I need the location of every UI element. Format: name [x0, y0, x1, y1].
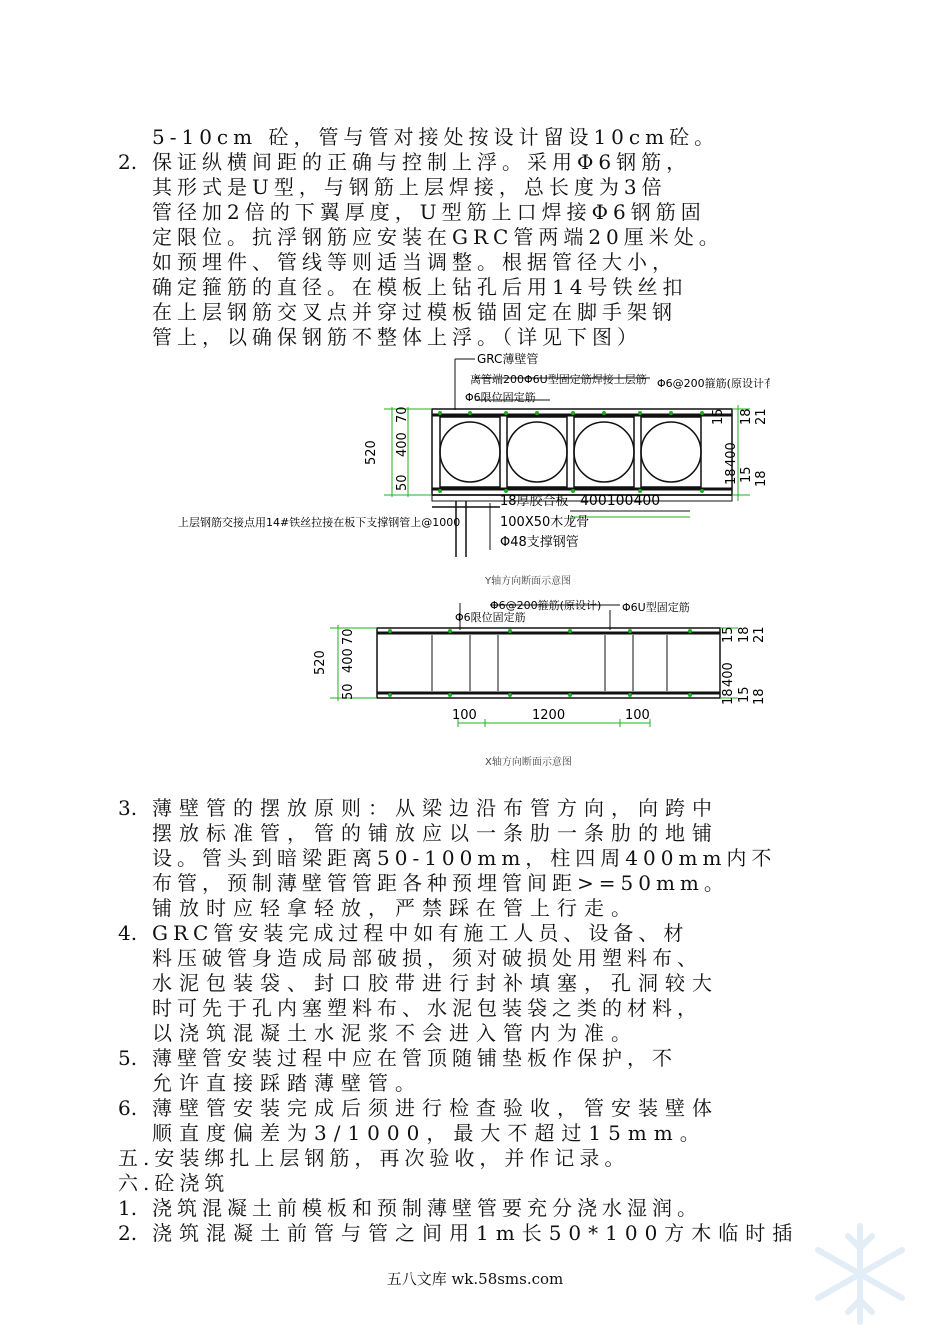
label-timber: 100X50木龙骨 — [500, 515, 590, 530]
para-text: 在上层钢筋交叉点并穿过模板锚固定在脚手架钢 — [152, 300, 677, 324]
item-number: 3. — [118, 796, 138, 820]
item-number: 4. — [118, 921, 138, 945]
label-u-bar: 离管端200Φ6U型固定筋焊接上层筋 — [470, 373, 647, 386]
para-text: 水泥包装袋、封口胶带进行封补填塞，孔洞较大 — [152, 971, 719, 995]
dim-400-x: 400 — [341, 648, 356, 673]
label-steel-pipe: Φ48支撑钢管 — [500, 535, 579, 550]
para-text: 管径加2倍的下翼厚度，U型筋上口焊接Φ6钢筋固 — [152, 200, 706, 224]
para-text: GRC管安装完成过程中如有施工人员、设备、材 — [152, 921, 689, 945]
para-text: 其形式是U型，与钢筋上层焊接，总长度为3倍 — [152, 175, 667, 199]
section-text: 六.砼浇筑 — [118, 1171, 230, 1195]
dim-400: 400 — [395, 432, 410, 457]
item-number: 2. — [118, 150, 138, 174]
dim-bottom: 400100400 — [580, 493, 661, 509]
x-rebar-marks — [388, 629, 692, 697]
snowflake-watermark-icon — [804, 1218, 916, 1330]
dim-18: 18 — [739, 408, 754, 425]
label-wire: 上层钢筋交接点用14#铁丝拉接在板下支撑钢管上@1000 — [178, 516, 461, 529]
grc-tubes — [440, 417, 701, 487]
dim-100-a: 100 — [452, 708, 477, 723]
label-limit-x: Φ6限位固定筋 — [455, 611, 526, 624]
para-text: 5-10cm 砼，管与管对接处按设计留设10cm砼。 — [152, 125, 720, 149]
dim-15b-x: 15 — [737, 686, 752, 703]
dim-21-x: 21 — [752, 626, 767, 643]
item-number: 1. — [118, 1196, 138, 1220]
dim-15: 15 — [711, 408, 726, 425]
para-text: 顺直度偏差为3/1000，最大不超过15mm。 — [152, 1121, 707, 1145]
label-plywood: 18厚胶合板 — [500, 494, 569, 509]
para-text: 浇筑混凝土前模板和预制薄壁管要充分浇水湿润。 — [152, 1196, 702, 1220]
para-text: 薄壁管安装完成后须进行检查验收，管安装壁体 — [152, 1096, 719, 1120]
para-text: 如预埋件、管线等则适当调整。根据管径大小， — [152, 250, 677, 274]
para-text: 铺放时应轻拿轻放，严禁踩在管上行走。 — [152, 896, 638, 920]
dim-70-x: 70 — [341, 628, 356, 645]
para-text: 定限位。抗浮钢筋应安装在GRC管两端20厘米处。 — [152, 225, 724, 249]
label-grc: GRC薄壁管 — [477, 352, 539, 366]
dim-520-x: 520 — [313, 650, 328, 675]
para-text: 料压破管身造成局部破损，须对破损处用塑料布、 — [152, 946, 702, 970]
item-number: 6. — [118, 1096, 138, 1120]
x-section-figure — [300, 595, 770, 745]
para-text: 时可先于孔内塞塑料布、水泥包装袋之类的材料， — [152, 996, 702, 1020]
dim-15-b: 15 — [739, 466, 754, 483]
dim-18-c: 18 — [754, 470, 769, 487]
para-text: 管上，以确保钢筋不整体上浮。（详见下图） — [152, 325, 642, 349]
dim-50-x: 50 — [341, 683, 356, 700]
para-text: 允许直接踩踏薄壁管。 — [152, 1071, 422, 1095]
para-text: 以浇筑混凝土水泥浆不会进入管内为准。 — [152, 1021, 638, 1045]
dim-18-b: 18 — [724, 468, 739, 485]
dim-18-x: 18 — [737, 626, 752, 643]
para-text: 保证纵横间距的正确与控制上浮。采用Φ6钢筋， — [152, 150, 692, 174]
para-text: 摆放标准管，管的铺放应以一条肋一条肋的地铺 — [152, 821, 719, 845]
section-text: 五.安装绑扎上层钢筋，再次验收，并作记录。 — [118, 1146, 630, 1170]
y-section-caption: Y轴方向断面示意图 — [485, 576, 572, 587]
dim-400-right-x: 400 — [721, 662, 736, 687]
y-section-figure — [170, 345, 770, 560]
para-text: 设。管头到暗梁距离50-100mm，柱四周400mm内不 — [152, 846, 777, 870]
label-u-bar-x: Φ6U型固定筋 — [622, 601, 690, 614]
dim-400-right: 400 — [724, 442, 739, 467]
item-number: 2. — [118, 1221, 138, 1245]
item-number: 5. — [118, 1046, 138, 1070]
label-limit: Φ6限位固定筋 — [465, 391, 536, 404]
para-text: 薄壁管的摆放原则：从梁边沿布管方向，向跨中 — [152, 796, 719, 820]
x-slab — [377, 628, 720, 698]
dim-50: 50 — [395, 474, 410, 491]
dim-18b-x: 18 — [721, 688, 736, 705]
label-stirrup-x: Φ6@200箍筋(原设计) — [490, 599, 602, 612]
dim-15-x: 15 — [721, 626, 736, 643]
para-text: 浇筑混凝土前管与管之间用1m长50*100方木临时插 — [152, 1221, 800, 1245]
footer-source: 五八文库 wk.58sms.com — [386, 1270, 564, 1288]
x-section-caption: X轴方向断面示意图 — [485, 757, 572, 768]
para-text: 薄壁管安装过程中应在管顶随铺垫板作保护，不 — [152, 1046, 677, 1070]
dim-520: 520 — [364, 440, 379, 465]
para-text: 确定箍筋的直径。在模板上钻孔后用14号铁丝扣 — [152, 275, 688, 299]
para-text: 布管，预制薄壁管管距各种预埋管间距>=50mm。 — [152, 871, 729, 895]
dim-1200: 1200 — [532, 708, 566, 723]
dim-18c-x: 18 — [752, 688, 767, 705]
dim-21: 21 — [754, 408, 769, 425]
dim-70: 70 — [395, 406, 410, 423]
dim-100-b: 100 — [625, 708, 650, 723]
label-stirrup: Φ6@200箍筋(原设计有) — [657, 377, 770, 390]
